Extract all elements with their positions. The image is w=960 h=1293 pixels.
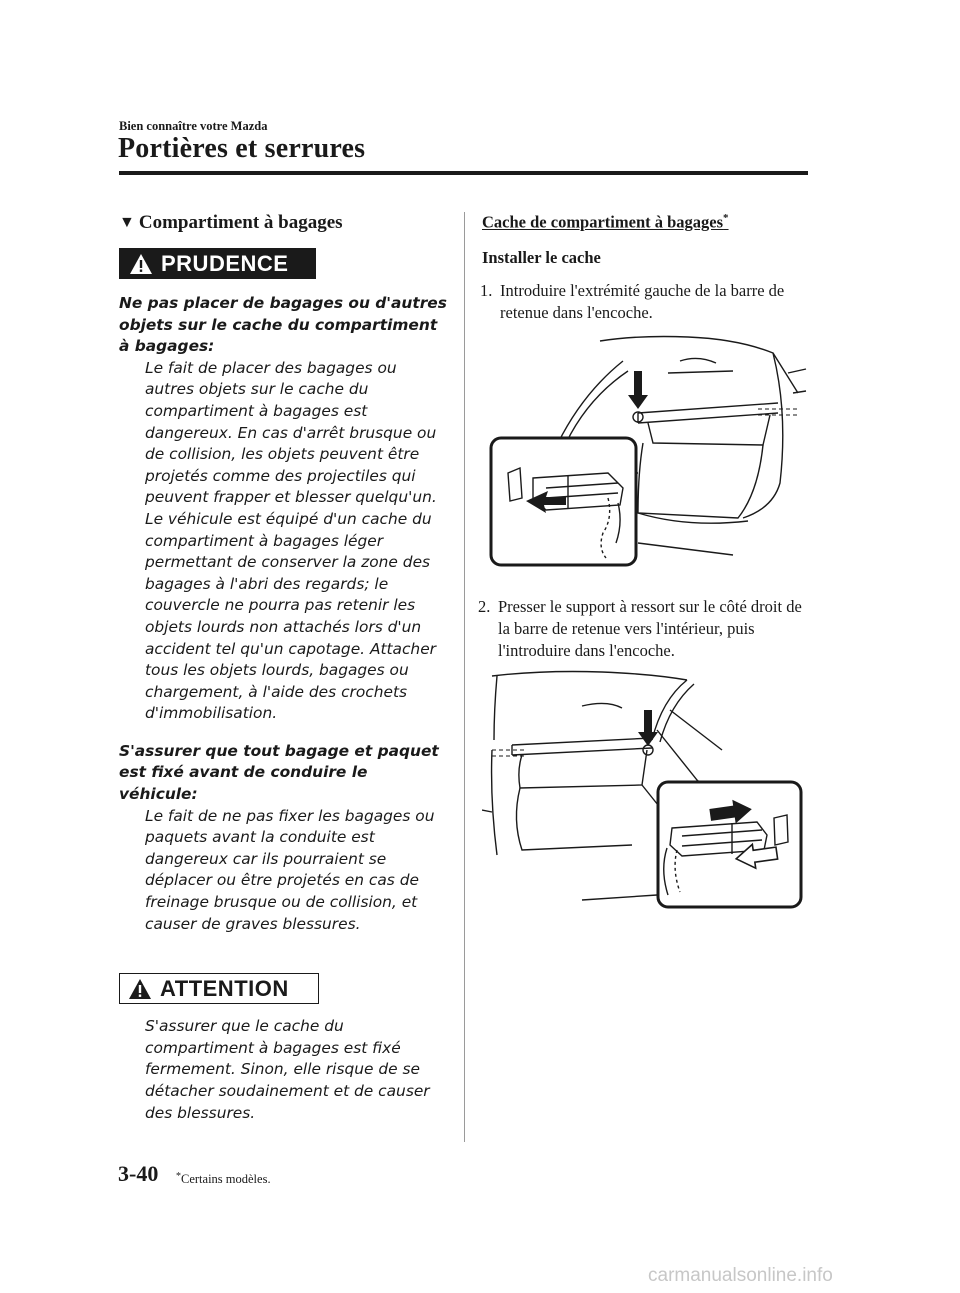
caution-lead: Ne pas placer de bagages ou d'autres objets sur le cache du compartiment à bagages: [119,294,447,356]
triangle-bullet-icon: ▼ [119,214,135,231]
attention-badge [119,973,319,1004]
cover-title-text: Cache de compartiment à bagages [482,212,724,232]
page-number: 3-40 [118,1161,159,1186]
install-title: Installer le cache [482,247,601,267]
secure-lead: S'assurer que tout bagage et paquet est fixé avant de conduire le véhicule: [119,741,439,804]
section-title: Compartiment à bagages [138,212,343,233]
footnote [176,1171,271,1187]
caution-body: Le fait de placer des bagages ou autres objets sur le cache du compartiment à bagages est dangereux. En cas d'arrêt brusque ou de collision, les objets peuvent être projetés comme des projectiles qui peuvent frapper et blesser quelqu'un. Le véhicule est équipé d'un cache du compartiment à bagages léger permettant de conserver la zone des bagages à l'abri des regards; le couvercle ne pourra pas retenir les objets lourds non attachés lors d'un accident tel qu'un capotage. Attacher tous les objets lourds, bagages ou chargement, à l'aide des crochets d'immobilisation. [145,358,437,723]
section-heading [119,212,449,234]
secure-body: Le fait de ne pas fixer les bagages ou paquets avant la conduite est dangereux car ils pourraient se déplacer ou être projetés en cas de freinage brusque ou de collision, et causer de graves blessures. [145,806,435,933]
caution-badge [119,248,316,279]
warning-triangle-icon [128,978,152,1000]
figure-insert-left-end [488,333,808,573]
step-1-text: Introduire l'extrémité gauche de la barre de retenue dans l'encoche. [500,280,785,322]
figure-insert-right-end [482,670,808,910]
cover-title [482,212,807,233]
step-1-number: 1. [480,280,493,300]
footnote-star: * [723,212,729,224]
chapter-kicker: Bien connaître votre Mazda [119,119,268,133]
step-2-number: 2. [478,597,491,616]
footnote-star: * [176,1171,181,1182]
right-column [482,212,807,324]
watermark-link[interactable]: carmanualsonline.info [648,1265,833,1286]
step-2-text: Presser le support à ressort sur le côté droit de la barre de retenue vers l'intérieur, puis l'introduire dans l'encoche. [498,597,802,660]
step-2 [478,596,808,662]
column-divider [464,212,465,1142]
warning-triangle-icon [129,253,153,275]
attention-body: S'assurer que le cache du compartiment à bagages est fixé fermement. Sinon, elle risque de se détacher soudainement et de causer des blessures. [145,1017,430,1122]
caution-label: PRUDENCE [161,250,289,276]
left-column [119,212,449,1124]
footnote-text: Certains modèles. [181,1172,271,1186]
header-rule [119,171,808,175]
step-1 [480,280,807,324]
attention-label: ATTENTION [160,975,289,1001]
chapter-title: Portières et serrures [118,133,366,164]
